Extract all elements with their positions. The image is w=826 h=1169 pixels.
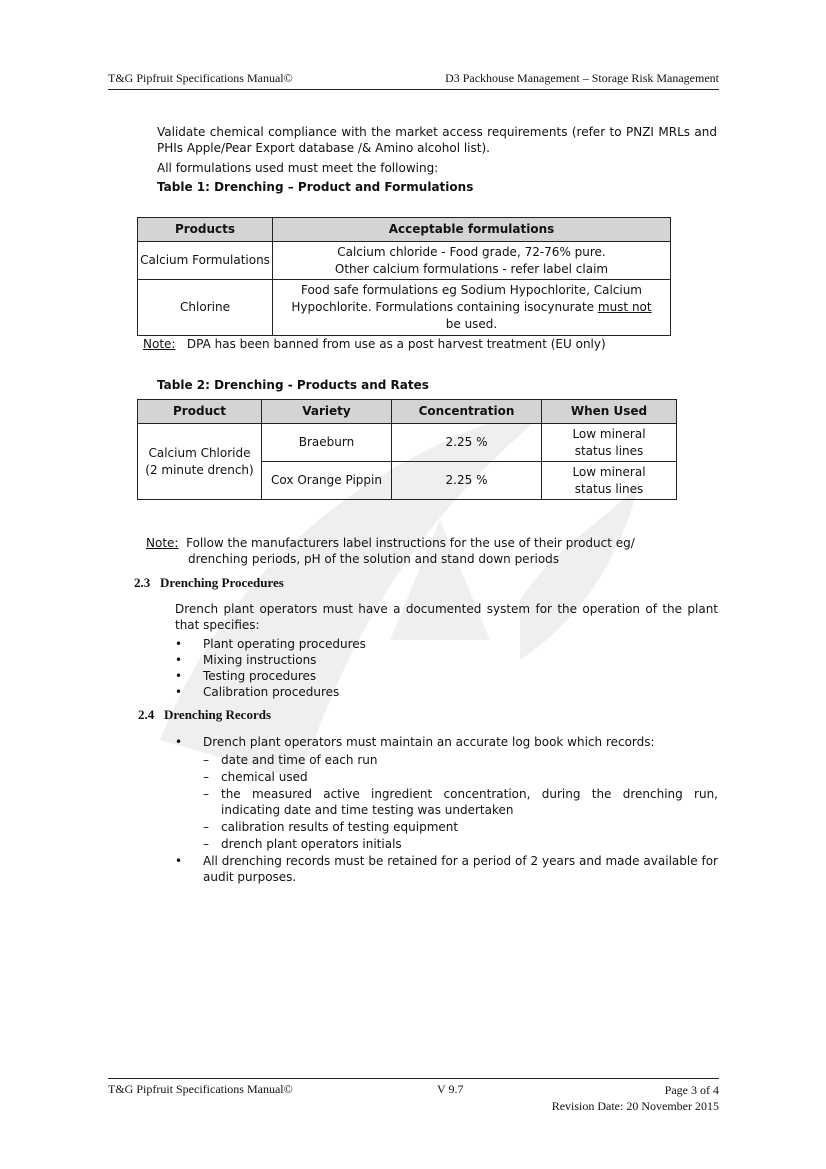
section-heading-2-4 (138, 707, 271, 723)
table-row (138, 424, 677, 462)
note-text: Follow the manufacturers label instructions for the use of their product eg/ (186, 536, 635, 550)
table2 (137, 399, 677, 500)
note-text: DPA has been banned from use as a post harvest treatment (EU only) (186, 337, 606, 351)
table1-cell-product: Calcium Formulations (138, 242, 273, 280)
header-right: D3 Packhouse Management – Storage Risk Management (445, 71, 719, 85)
intro-paragraph: Validate chemical compliance with the market access requirements (refer to PNZI MRLs and PHIs Apple/Pear Export database /& Amino alcohol list). (157, 125, 717, 155)
table-row (138, 280, 671, 336)
sublist-item: – chemical used (203, 769, 718, 785)
table1-cell-formulation (273, 242, 671, 280)
section-number: 2.4 (138, 707, 155, 722)
table2-cell-when-used: Low mineral status lines (542, 462, 677, 500)
formulation-text: be used. (445, 317, 498, 331)
product-line: (2 minute drench) (145, 462, 254, 477)
list-item: • All drenching records must be retained for a period of 2 years and made available for audit purposes. (175, 853, 718, 885)
table2-header-concentration: Concentration (392, 400, 542, 424)
header-left: T&G Pipfruit Specifications Manual© (108, 71, 293, 85)
header-rule (108, 89, 719, 90)
table1-header-formulations: Acceptable formulations (273, 218, 671, 242)
table2-header-when-used: When Used (542, 400, 677, 424)
sublist-item: – calibration results of testing equipment (203, 819, 718, 835)
table1-header-row (138, 218, 671, 242)
note-label: Note: (146, 536, 179, 550)
sublist-item: – the measured active ingredient concentration, during the drenching run, indicating date and time testing was undertaken (203, 786, 718, 818)
formulation-emphasis: must not (597, 300, 652, 314)
table2-cell-concentration: 2.25 % (392, 462, 542, 500)
table1-caption: Table 1: Drenching – Product and Formulations (157, 180, 474, 194)
section-2-3-paragraph: Drench plant operators must have a documented system for the operation of the plant that specifies: (175, 602, 718, 632)
table2-header-row (138, 400, 677, 424)
section-title: Drenching Procedures (160, 575, 284, 590)
procedure-list (175, 636, 366, 700)
section-title: Drenching Records (164, 707, 272, 722)
table2-cell-product (138, 424, 262, 500)
formulation-line: Calcium chloride - Food grade, 72-76% pure. (337, 244, 606, 259)
note-dpa (143, 337, 606, 351)
table2-cell-concentration: 2.25 % (392, 424, 542, 462)
revision-date: Revision Date: 20 November 2015 (551, 1099, 719, 1113)
page-number: Page 3 of 4 (664, 1083, 719, 1097)
list-item: • Testing procedures (175, 668, 366, 684)
footer-left: T&G Pipfruit Specifications Manual© (108, 1082, 293, 1096)
table1-cell-product: Chlorine (138, 280, 273, 336)
table2-cell-variety: Braeburn (262, 424, 392, 462)
list-item (175, 734, 718, 852)
product-line: Calcium Chloride (148, 445, 251, 460)
table1-cell-formulation (273, 280, 671, 336)
sublist-item: – drench plant operators initials (203, 836, 718, 852)
intro-paragraph-2: All formulations used must meet the following: (157, 161, 439, 175)
list-item: • Plant operating procedures (175, 636, 366, 652)
table2-header-variety: Variety (262, 400, 392, 424)
footer-rule (108, 1078, 719, 1079)
list-item-text: Drench plant operators must maintain an accurate log book which records: (203, 735, 655, 749)
table2-header-product: Product (138, 400, 262, 424)
footer-right (552, 1082, 719, 1114)
table2-caption: Table 2: Drenching - Products and Rates (157, 378, 429, 392)
note-label: Note: (143, 337, 176, 351)
list-item: • Mixing instructions (175, 652, 366, 668)
note-text-continued: drenching periods, pH of the solution and stand down periods (188, 552, 560, 566)
table1 (137, 217, 671, 336)
section-heading-2-3 (134, 575, 284, 591)
table2-cell-variety: Cox Orange Pippin (262, 462, 392, 500)
section-number: 2.3 (134, 575, 151, 590)
table2-cell-when-used: Low mineral status lines (542, 424, 677, 462)
records-sublist (203, 752, 718, 852)
list-item: • Calibration procedures (175, 684, 366, 700)
note-manufacturer (146, 536, 635, 550)
records-list (175, 734, 718, 885)
footer-version: V 9.7 (437, 1082, 464, 1096)
formulation-text: Food safe formulations eg Sodium Hypochlorite, Calcium Hypochlorite. Formulations containing isocynurate (291, 283, 642, 314)
table1-header-products: Products (138, 218, 273, 242)
formulation-line: Other calcium formulations - refer label claim (334, 261, 609, 276)
table-row (138, 242, 671, 280)
sublist-item: – date and time of each run (203, 752, 718, 768)
